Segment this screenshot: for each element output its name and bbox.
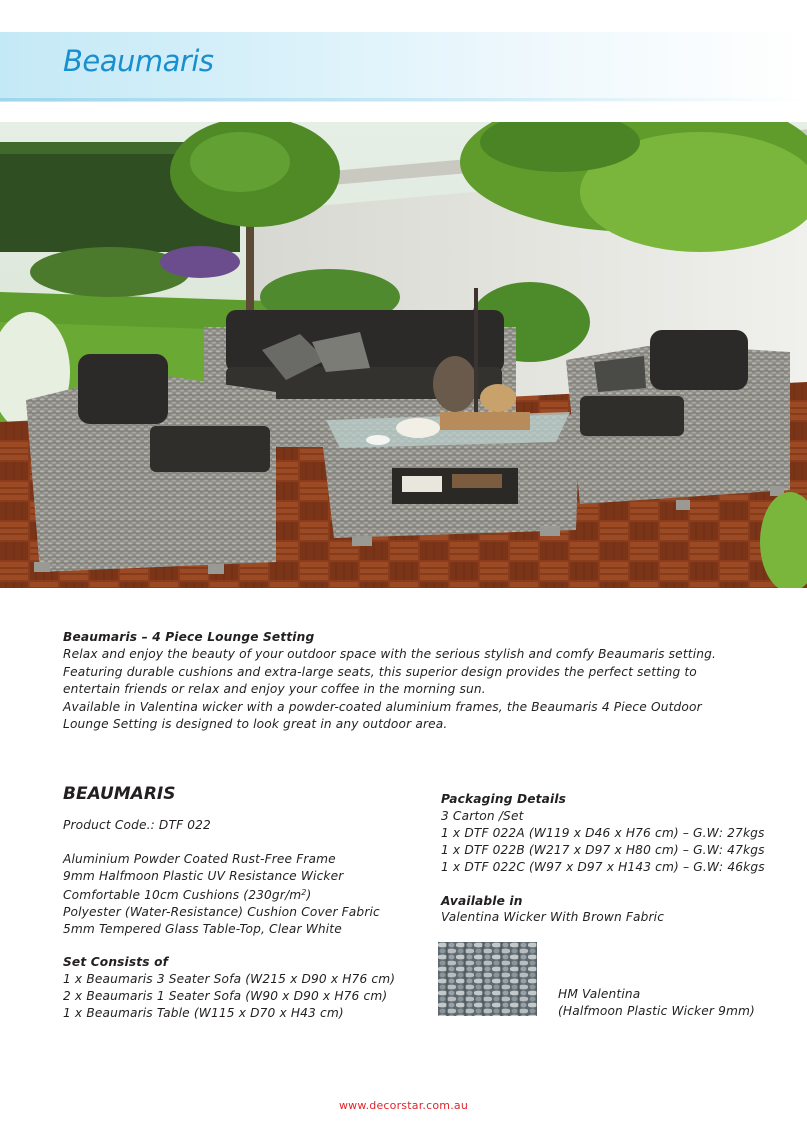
packaging-line: 1 x DTF 022A (W119 x D46 x H76 cm) – G.W: 27kgs [441,825,765,840]
description-line: entertain friends or relax and enjoy your coffee in the morning sun. [63,682,486,697]
description-line: Featuring durable cushions and extra-large seats, this superior design provides the perfect setting to [63,664,697,679]
swatch-caption [558,986,755,1020]
header-rule [0,98,807,101]
product-description [63,629,753,733]
product-specs [63,783,423,1022]
set-item: 1 x Beaumaris Table (W115 x D70 x H43 cm) [63,1006,344,1021]
packaging-heading: Packaging Details [441,792,567,806]
feature-item: Polyester (Water-Resistance) Cushion Cover Fabric [63,904,380,919]
description-line: Lounge Setting is designed to look great in any outdoor area. [63,717,448,732]
set-item: 2 x Beaumaris 1 Seater Sofa (W90 x D90 x H76 cm) [63,989,388,1004]
set-heading: Set Consists of [63,955,169,970]
description-line: Relax and enjoy the beauty of your outdoor space with the serious stylish and comfy Beaumaris setting. [63,647,717,662]
description-line: Available in Valentina wicker with a powder-coated aluminium frames, the Beaumaris 4 Piece Outdoor [63,699,702,714]
feature-item: 9mm Halfmoon Plastic UV Resistance Wicker [63,868,344,883]
feature-text-close: ) [306,887,312,902]
swatch-detail: (Halfmoon Plastic Wicker 9mm) [558,1003,755,1018]
wicker-swatch-image [438,942,537,1016]
packaging-details [441,791,781,926]
website-link[interactable]: www.decorstar.com.au [338,1099,469,1112]
packaging-line: 1 x DTF 022B (W217 x D97 x H80 cm) – G.W: 47kgs [441,842,765,857]
product-code: Product Code.: DTF 022 [63,818,211,832]
patio-lounge-photo [0,122,807,588]
swatch-name: HM Valentina [558,987,641,1001]
packaging-line: 1 x DTF 022C (W97 x D97 x H143 cm) – G.W: 46kgs [441,859,765,874]
packaging-line: 3 Carton /Set [441,808,524,823]
product-name: BEAUMARIS [63,784,176,804]
feature-item: Aluminium Powder Coated Rust-Free Frame [63,851,336,866]
description-heading: Beaumaris – 4 Piece Lounge Setting [63,630,315,644]
superscript: 2 [301,887,307,897]
availability-heading: Available in [441,893,523,908]
feature-item: 5mm Tempered Glass Table-Top, Clear White [63,921,342,936]
feature-item [63,885,423,904]
feature-text: Comfortable 10cm Cushions (230gr/m [63,887,302,902]
availability-value: Valentina Wicker With Brown Fabric [441,910,665,925]
page-title: Beaumaris [63,44,214,78]
set-item: 1 x Beaumaris 3 Seater Sofa (W215 x D90 x H76 cm) [63,972,396,987]
